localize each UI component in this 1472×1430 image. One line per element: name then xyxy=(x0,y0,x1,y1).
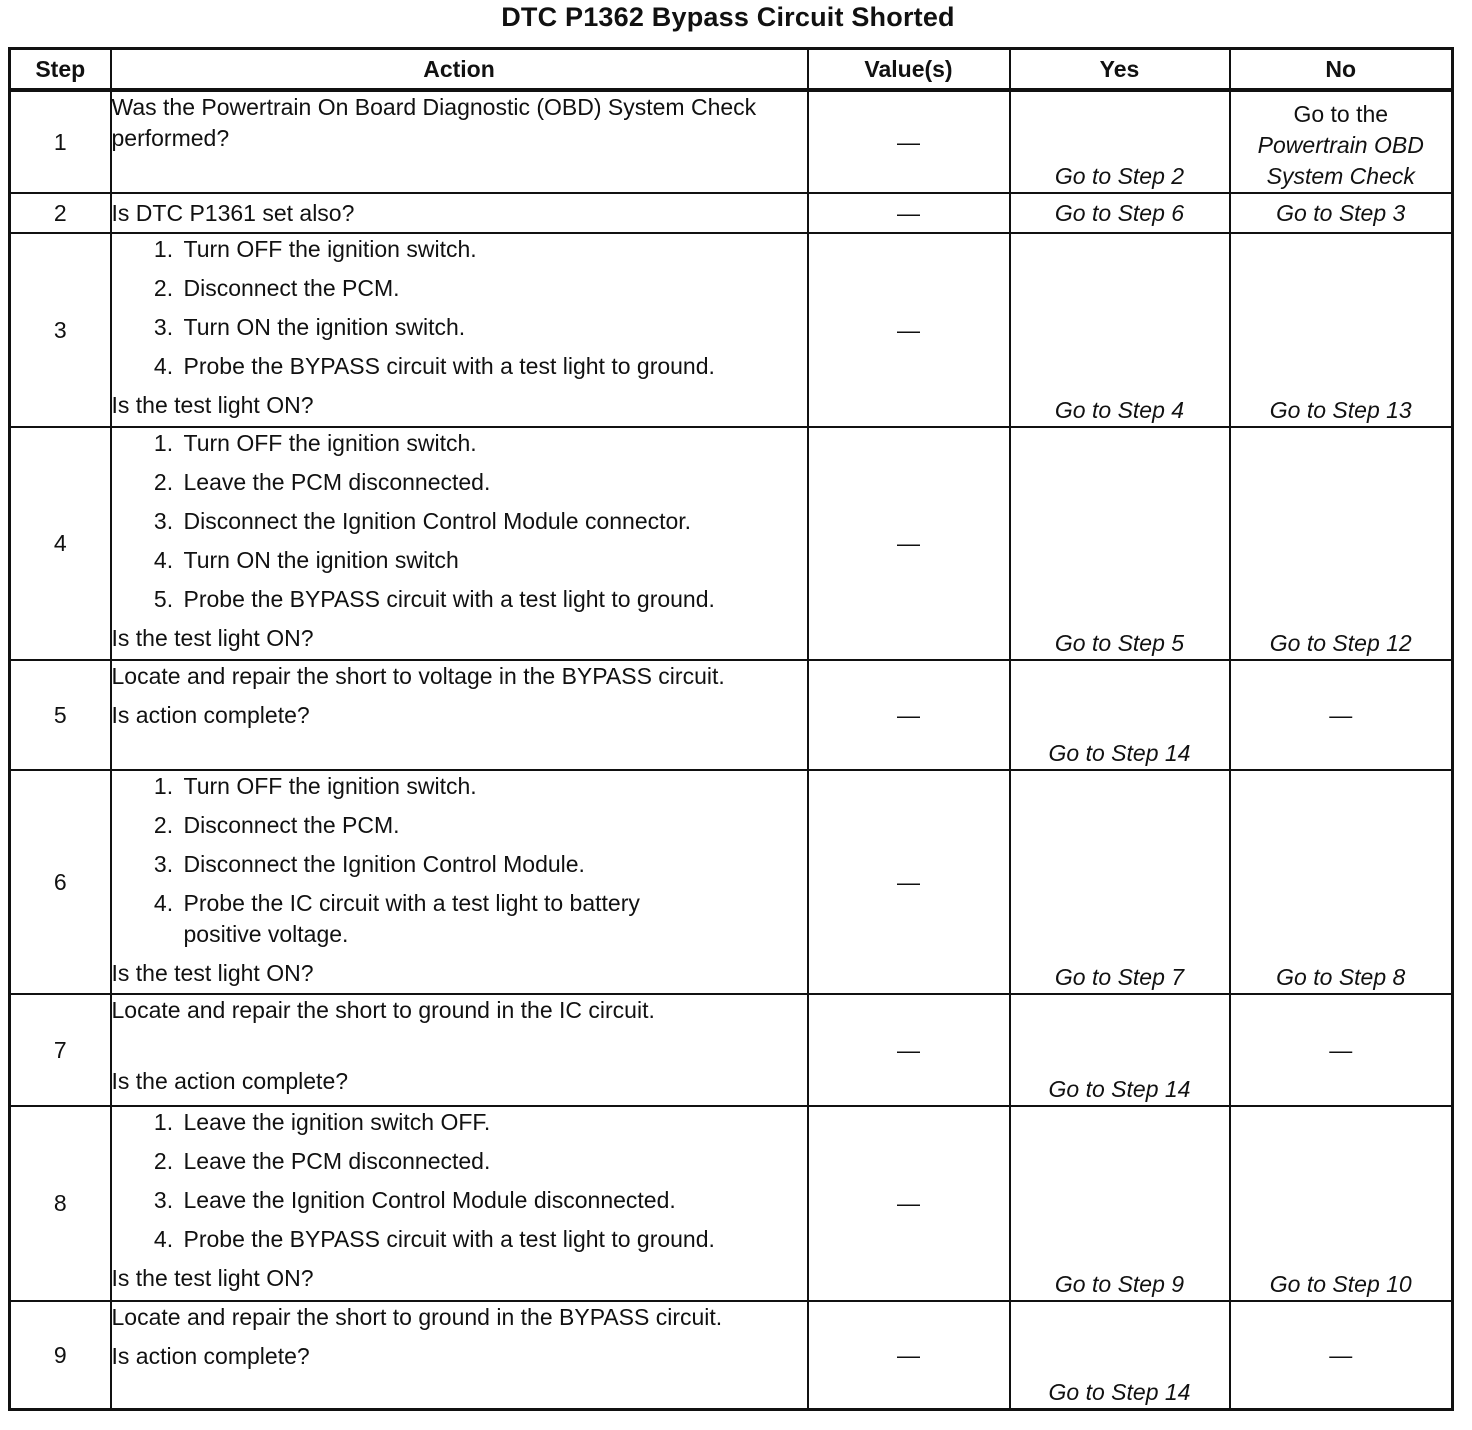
value-cell: — xyxy=(808,770,1010,994)
action-text: Is DTC P1361 set also? xyxy=(111,199,355,226)
table-row xyxy=(10,1106,1453,1301)
action-cell xyxy=(111,770,808,994)
substep: 3. Leave the Ignition Control Module disconnected. xyxy=(180,1185,807,1216)
no-link-text: Powertrain OBD System Check xyxy=(1257,132,1424,189)
table-row xyxy=(10,193,1453,233)
step-number: 6 xyxy=(10,770,111,994)
value-cell: — xyxy=(808,233,1010,427)
no-cell: Go to Step 13 xyxy=(1230,233,1453,427)
substep: 3. Turn ON the ignition switch. xyxy=(180,312,807,343)
question-text: Is action complete? xyxy=(111,1343,310,1369)
substep: 5. Probe the BYPASS circuit with a test light to ground. xyxy=(180,584,807,615)
no-cell: — xyxy=(1230,994,1453,1106)
action-cell xyxy=(111,193,808,233)
question-text: Is action complete? xyxy=(111,702,310,728)
action-cell xyxy=(111,994,808,1106)
substep: 1. Leave the ignition switch OFF. xyxy=(180,1107,807,1138)
substep: 2. Leave the PCM disconnected. xyxy=(180,1146,807,1177)
no-cell: Go to Step 10 xyxy=(1230,1106,1453,1301)
table-row xyxy=(10,660,1453,770)
substep-list xyxy=(112,1107,807,1255)
action-cell xyxy=(111,90,808,193)
step-number: 5 xyxy=(10,660,111,770)
question-text: Is the test light ON? xyxy=(111,960,314,986)
step-number: 1 xyxy=(10,90,111,193)
substep: 2. Disconnect the PCM. xyxy=(180,273,807,304)
no-cell: — xyxy=(1230,660,1453,770)
substep-list xyxy=(112,771,807,950)
action-text: Locate and repair the short to ground in the BYPASS circuit. xyxy=(111,1304,723,1330)
no-text: Go to the xyxy=(1293,101,1389,127)
substep-list xyxy=(112,428,807,615)
substep-list xyxy=(112,234,807,382)
substep: 4. Probe the BYPASS circuit with a test light to ground. xyxy=(180,351,807,382)
value-cell: — xyxy=(808,1301,1010,1410)
value-cell: — xyxy=(808,660,1010,770)
col-header-yes: Yes xyxy=(1010,49,1230,91)
yes-cell: Go to Step 14 xyxy=(1010,994,1230,1106)
yes-cell: Go to Step 4 xyxy=(1010,233,1230,427)
step-number: 2 xyxy=(10,193,111,233)
yes-cell: Go to Step 5 xyxy=(1010,427,1230,660)
step-number: 9 xyxy=(10,1301,111,1410)
action-text: Locate and repair the short to ground in the IC circuit. xyxy=(111,997,655,1023)
table-row xyxy=(10,994,1453,1106)
action-cell xyxy=(111,1106,808,1301)
step-number: 7 xyxy=(10,994,111,1106)
no-cell: Go to Step 8 xyxy=(1230,770,1453,994)
substep: 3. Disconnect the Ignition Control Module. xyxy=(180,849,807,880)
value-cell: — xyxy=(808,427,1010,660)
substep: 3. Disconnect the Ignition Control Module connector. xyxy=(180,506,807,537)
no-cell xyxy=(1230,90,1453,193)
yes-cell: Go to Step 6 xyxy=(1010,193,1230,233)
col-header-action: Action xyxy=(111,49,808,91)
step-number: 4 xyxy=(10,427,111,660)
yes-cell: Go to Step 7 xyxy=(1010,770,1230,994)
yes-cell: Go to Step 2 xyxy=(1010,90,1230,193)
substep: 1. Turn OFF the ignition switch. xyxy=(180,771,807,802)
value-cell: — xyxy=(808,90,1010,193)
col-header-values: Value(s) xyxy=(808,49,1010,91)
no-cell: Go to Step 12 xyxy=(1230,427,1453,660)
action-cell xyxy=(111,1301,808,1410)
table-row xyxy=(10,770,1453,994)
question-text: Is the action complete? xyxy=(111,1068,349,1094)
substep: 2. Leave the PCM disconnected. xyxy=(180,467,807,498)
no-cell: — xyxy=(1230,1301,1453,1410)
value-cell: — xyxy=(808,1106,1010,1301)
page-title: DTC P1362 Bypass Circuit Shorted xyxy=(501,2,955,32)
action-text: Locate and repair the short to voltage in the BYPASS circuit. xyxy=(111,663,725,689)
substep: 2. Disconnect the PCM. xyxy=(180,810,807,841)
substep: 1. Turn OFF the ignition switch. xyxy=(180,428,807,459)
action-cell xyxy=(111,427,808,660)
action-cell xyxy=(111,660,808,770)
table-row xyxy=(10,233,1453,427)
value-cell: — xyxy=(808,994,1010,1106)
yes-cell: Go to Step 9 xyxy=(1010,1106,1230,1301)
question-text: Is the test light ON? xyxy=(111,392,314,418)
table-row xyxy=(10,90,1453,193)
question-text: Is the test light ON? xyxy=(111,1265,314,1291)
yes-cell: Go to Step 14 xyxy=(1010,660,1230,770)
col-header-no: No xyxy=(1230,49,1453,91)
header-row xyxy=(10,49,1453,91)
value-cell: — xyxy=(808,193,1010,233)
substep: 4. Turn ON the ignition switch xyxy=(180,545,807,576)
question-text: Is the test light ON? xyxy=(111,625,314,651)
table-row xyxy=(10,1301,1453,1410)
action-text: Was the Powertrain On Board Diagnostic (OBD) System Check performed? xyxy=(111,94,757,151)
col-header-step: Step xyxy=(10,49,111,91)
step-number: 3 xyxy=(10,233,111,427)
substep: 4. Probe the IC circuit with a test light to battery positive voltage. xyxy=(180,888,807,950)
diagnostic-table xyxy=(8,47,1454,1411)
no-cell: Go to Step 3 xyxy=(1230,193,1453,233)
step-number: 8 xyxy=(10,1106,111,1301)
table-row xyxy=(10,427,1453,660)
substep: 1. Turn OFF the ignition switch. xyxy=(180,234,807,265)
substep: 4. Probe the BYPASS circuit with a test light to ground. xyxy=(180,1224,807,1255)
yes-cell: Go to Step 14 xyxy=(1010,1301,1230,1410)
action-cell xyxy=(111,233,808,427)
